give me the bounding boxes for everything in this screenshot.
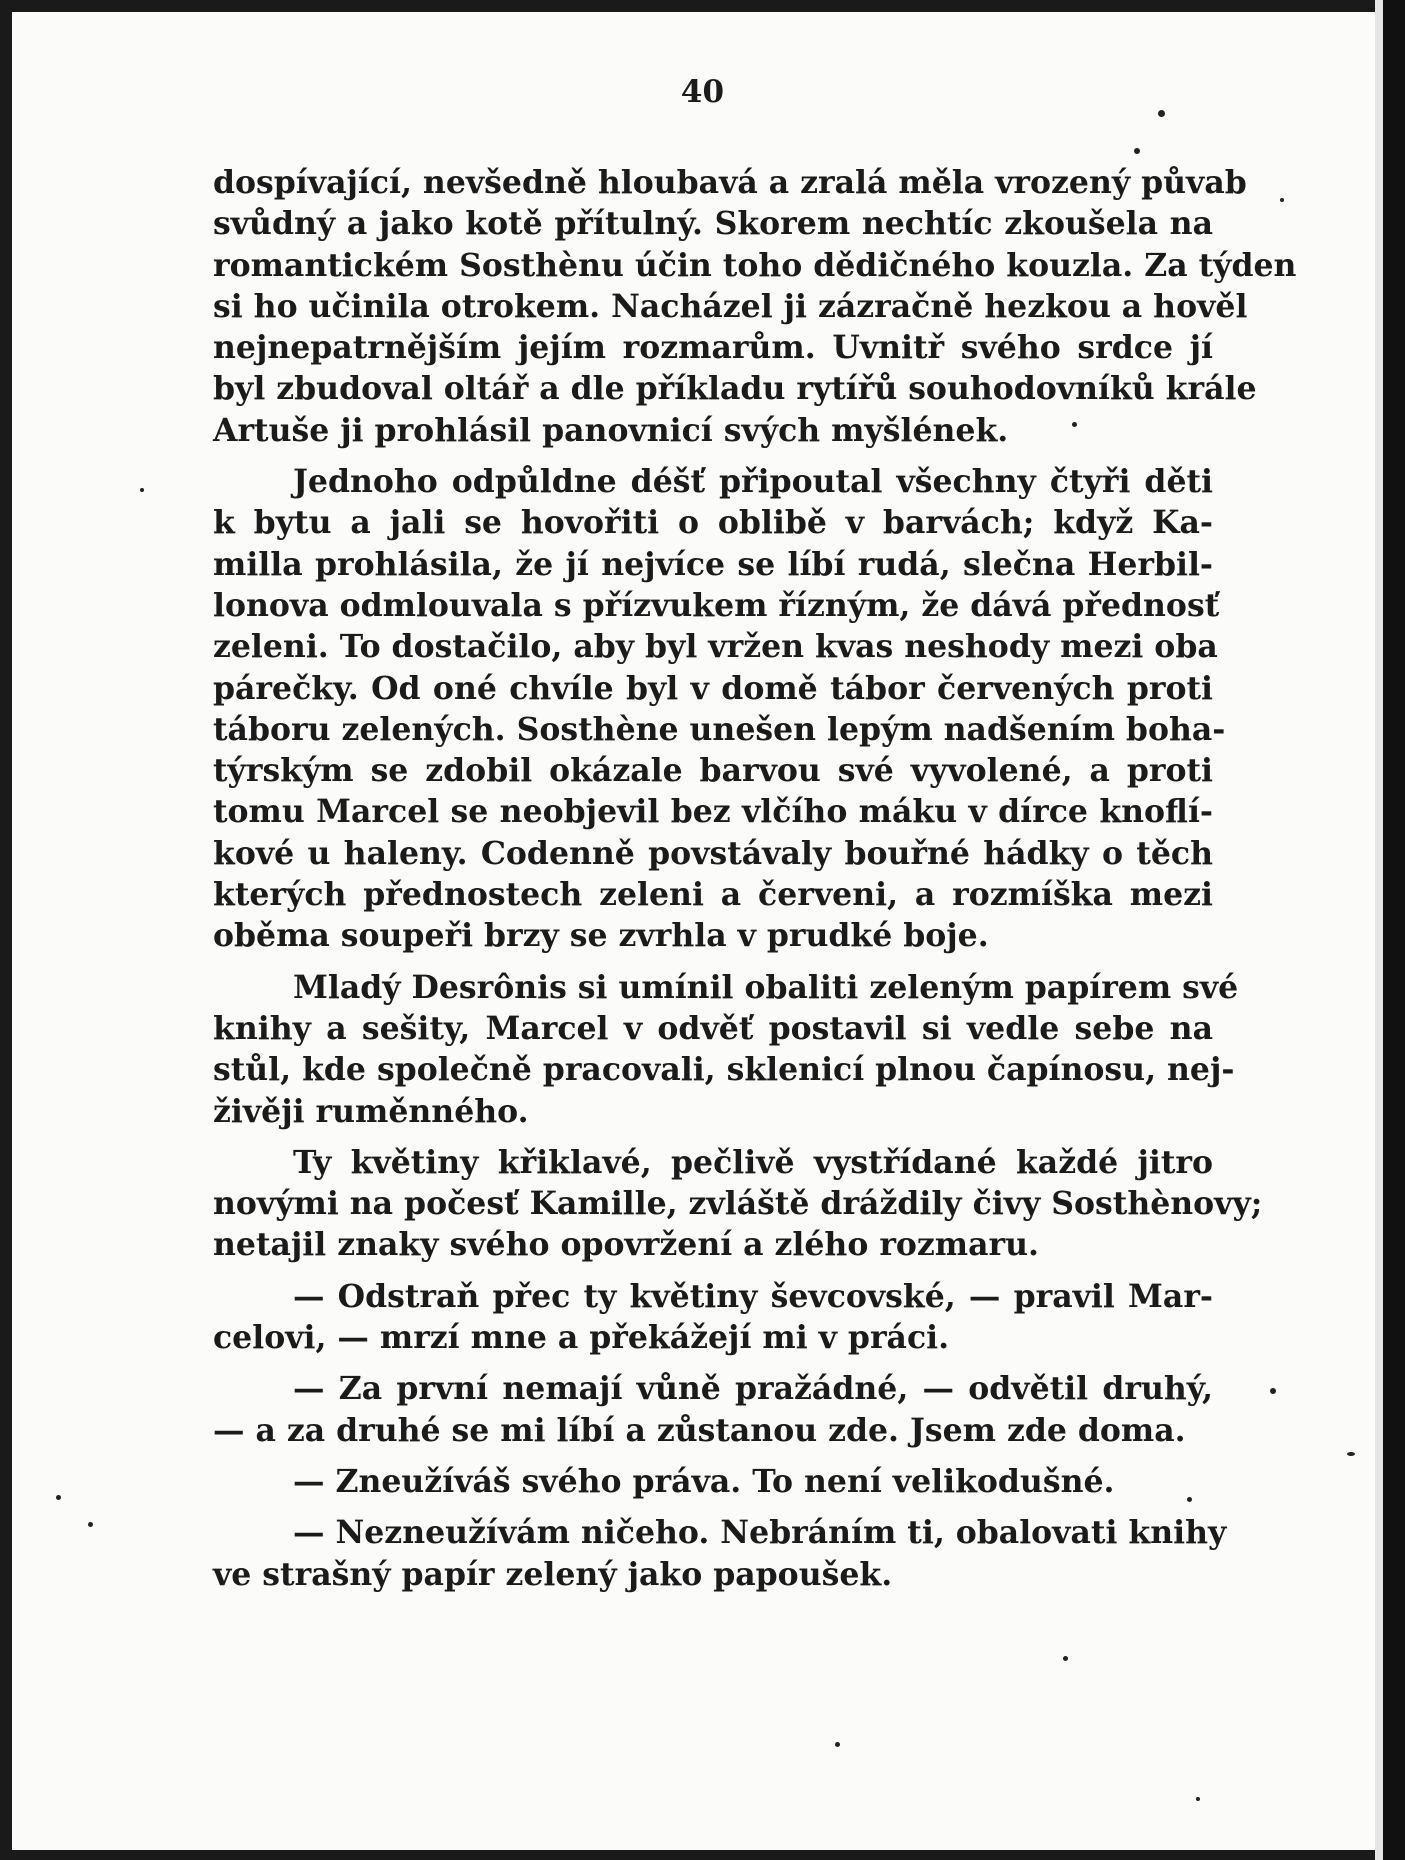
scan-speck (88, 1522, 93, 1527)
text-line: Ty květiny křiklavé, pečlivě vystřídané každé jitro (293, 1143, 1213, 1181)
text-line: tomu Marcel se neobjevil bez vlčího máku v dírce knoflí- (213, 793, 1213, 831)
scan-border-right-inner (1375, 0, 1383, 1860)
paragraph-gap (213, 1266, 1213, 1276)
paragraph (213, 1142, 1263, 1266)
paragraph (213, 461, 1226, 957)
text-line: Mladý Desrônis si umínil obaliti zeleným papírem své (293, 968, 1239, 1006)
page-number: 40 (680, 74, 725, 110)
text-line: romantickém Sosthènu účin toho dědičného kouzla. Za týden (213, 246, 1297, 284)
text-line: stůl, kde společně pracovali, sklenicí plnou čapínosu, nej- (213, 1051, 1235, 1089)
paragraph-gap (213, 957, 1213, 967)
text-line: — Zneužíváš svého práva. To není velikodušné. (293, 1462, 1115, 1500)
text-line: — Nezneužívám ničeho. Nebráním ti, obalovati knihy (293, 1514, 1227, 1552)
paragraph (213, 1512, 1227, 1595)
text-line: nejnepatrnějším jejím rozmarům. Uvnitř svého srdce jí (213, 329, 1213, 367)
paragraph-gap (213, 1132, 1213, 1142)
text-line: k bytu a jali se hovořiti o oblibě v barvách; když Ka- (213, 504, 1213, 542)
text-line: — Odstraň přec ty květiny ševcovské, — pravil Mar- (293, 1277, 1213, 1315)
paragraph-gap (213, 1358, 1213, 1368)
text-line: svůdný a jako kotě přítulný. Skorem nechtíc zkoušela na (213, 205, 1213, 243)
text-line: oběma soupeři brzy se zvrhla v prudké boje. (213, 917, 989, 955)
scan-speck (56, 1495, 61, 1500)
scan-speck (1158, 110, 1165, 117)
text-line: knihy a sešity, Marcel v odvěť postavil si vedle sebe na (213, 1009, 1213, 1047)
scan-speck (1187, 1497, 1192, 1502)
scan-border-bottom (0, 1850, 1405, 1860)
scan-speck (1347, 1452, 1355, 1456)
scan-speck (1280, 198, 1284, 202)
paragraph-gap (213, 451, 1213, 461)
text-line: táboru zelených. Sosthène unešen lepým nadšením boha- (213, 710, 1226, 748)
text-line: dospívající, nevšedně hloubavá a zralá měla vrozený půvab (213, 164, 1247, 201)
scan-speck (1270, 1388, 1276, 1394)
paragraph (213, 1461, 1213, 1502)
text-line: lonova odmlouvala s přízvukem řízným, že dává přednosť (213, 586, 1220, 624)
paragraph (213, 162, 1297, 451)
text-line: týrským se zdobil okázale barvou své vyvolené, a proti (213, 752, 1213, 790)
scan-speck (1196, 1797, 1200, 1801)
text-line: párečky. Od oné chvíle byl v domě tábor červených proti (213, 669, 1213, 707)
text-line: zeleni. To dostačilo, aby byl vržen kvas neshody mezi oba (213, 628, 1218, 666)
text-line: milla prohlásila, že jí nejvíce se líbí rudá, slečna Herbil- (213, 545, 1213, 583)
text-line: kterých přednostech zeleni a červeni, a rozmíška mezi (213, 876, 1213, 914)
text-line: ve strašný papír zelený jako papoušek. (213, 1555, 893, 1593)
text-line: Artuše ji prohlásil panovnicí svých myšlének. (213, 411, 1009, 449)
text-line: novými na počesť Kamille, zvláště dráždily čivy Sosthènovy; (213, 1185, 1263, 1223)
scan-border-right (1383, 0, 1405, 1860)
paragraph (213, 967, 1239, 1132)
scan-speck (1134, 148, 1140, 154)
paragraph-gap (213, 1502, 1213, 1512)
paragraph-gap (213, 1451, 1213, 1461)
scan-speck (1063, 1656, 1068, 1661)
scan-speck (835, 1742, 840, 1747)
body-text (213, 162, 1297, 1595)
scan-speck (1072, 422, 1077, 427)
text-line: netajil znaky svého opovržení a zlého rozmaru. (213, 1226, 1040, 1264)
text-line: živěji ruměnného. (213, 1092, 529, 1130)
text-line: — Za první nemají vůně pražádné, — odvětil druhý, (293, 1370, 1213, 1408)
scan-border-left (0, 0, 12, 1860)
text-line: Jednoho odpůldne déšť připoutal všechny čtyři děti (293, 463, 1213, 501)
scan-speck (140, 488, 144, 492)
paragraph (213, 1276, 1213, 1359)
text-line: — a za druhé se mi líbí a zůstanou zde. Jsem zde doma. (213, 1411, 1186, 1449)
text-line: celovi, — mrzí mne a překážejí mi v práci. (213, 1319, 950, 1357)
text-line: si ho učinila otrokem. Nacházel ji zázračně hezkou a hověl (213, 287, 1248, 325)
paragraph (213, 1368, 1213, 1451)
text-line: byl zbudoval oltář a dle příkladu rytířů souhodovníků krále (213, 370, 1257, 408)
text-line: kové u haleny. Codenně povstávaly bouřné hádky o těch (213, 834, 1213, 872)
scan-border-top (0, 0, 1405, 12)
